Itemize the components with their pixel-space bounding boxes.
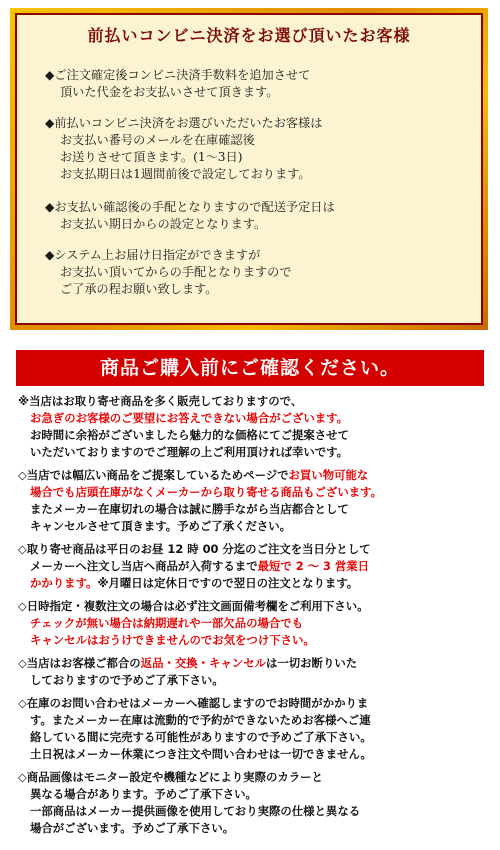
note-line (18, 501, 494, 518)
prepaid-notice-frame (10, 8, 488, 330)
note-line (18, 746, 494, 763)
note-text: キャンセルさせて頂きます。予めご了承ください。 (30, 519, 292, 533)
note-emphasis-text: かかります。 (30, 576, 98, 590)
note-emphasis-text: チェックが無い場合は納期遅れや一部欠品の場合でも (30, 616, 304, 630)
notice-line: ◆ご注文確定後コンビニ決済手数料を追加させて (45, 68, 311, 82)
notice-line: お支払い番号のメールを在庫確認後 (60, 133, 255, 147)
note-line (18, 558, 494, 575)
note-text: いただいておりますのでご理解の上ご利用頂ければ幸いです。 (30, 445, 349, 459)
note-text: 土日祝はメーカー休業につき注文や問い合わせは一切できません。 (30, 747, 372, 761)
purchase-notes-list (18, 393, 494, 843)
prepaid-notice-box (15, 13, 483, 325)
note-line (18, 632, 494, 649)
note-item (18, 541, 494, 592)
note-item (18, 769, 494, 837)
notice-line: ◆前払いコンビニ決済をお選びいただいたお客様は (45, 116, 323, 130)
note-text: ※月曜日は定休日ですので翌日の注文となります。 (97, 576, 359, 590)
notice-line: お支払い頂いてからの手配となりますので (60, 265, 292, 279)
note-line (18, 695, 494, 712)
notice-line: お支払い期日からの設定となります。 (60, 217, 267, 231)
note-item (18, 695, 494, 763)
notice-item (45, 199, 471, 233)
notice-item (45, 247, 471, 298)
note-text: は一切お断りいた (265, 656, 358, 670)
note-line (18, 541, 494, 558)
note-item (18, 467, 494, 535)
note-emphasis-text: 場合でも店頭在庫がなくメーカーから取り寄せる商品もございます。 (30, 485, 382, 499)
notice-item (45, 115, 471, 183)
note-line (18, 803, 494, 820)
note-line (18, 598, 494, 615)
note-line (18, 672, 494, 689)
note-line (18, 769, 494, 786)
note-emphasis-text: キャンセルはおうけできませんのでお気をつけ下さい。 (30, 633, 315, 647)
notice-line: 頂いた代金をお支払いさせて頂きます。 (60, 85, 279, 99)
notice-line: お支払期日は1週間前後で設定しております。 (60, 167, 311, 181)
notice-line: ご了承の程お願い致します。 (60, 282, 218, 296)
note-text: ◇当店では幅広い商品をご提案しているためページで (18, 468, 289, 482)
notice-line: ◆お支払い確認後の手配となりますので配送予定日は (45, 200, 335, 214)
note-text: ◇日時指定・複数注文の場合は必ず注文画面備考欄をご利用下さい。 (18, 599, 369, 613)
note-line (18, 484, 494, 501)
note-emphasis-text: 返品・交換・キャンセル (140, 656, 266, 670)
note-text: ※当店はお取り寄せ商品を多く販売しておりますので、 (18, 394, 303, 408)
note-line (18, 518, 494, 535)
note-item (18, 655, 494, 689)
notice-item (45, 67, 471, 101)
prepaid-notice-title: 前払いコンビニ決済をお選び頂いたお客様 (87, 26, 411, 45)
note-text: しておりますので予めご了承下さい。 (30, 673, 224, 687)
note-line (18, 712, 494, 729)
note-text: お時間に余裕がございましたら魅力的な価格にてご提案させて (30, 428, 349, 442)
notice-line: ◆システム上お届け日指定ができますが (45, 248, 261, 262)
confirm-before-purchase-banner: 商品ご購入前にご確認ください。 (16, 350, 484, 386)
note-line (18, 444, 494, 461)
note-line (18, 410, 494, 427)
note-line (18, 786, 494, 803)
note-line (18, 467, 494, 484)
notice-line: お送りさせて頂きます。(1～3日) (60, 150, 243, 164)
note-emphasis-text: 最短で 2 ～ 3 営業日 (257, 559, 370, 573)
prepaid-notice-list (45, 67, 471, 312)
note-text: ◇在庫のお問い合わせはメーカーへ確認しますのでお時間がかかりま (18, 696, 369, 710)
note-line (18, 427, 494, 444)
note-item (18, 393, 494, 461)
note-emphasis-text: お買い物可能な (288, 468, 369, 482)
note-line (18, 615, 494, 632)
note-line (18, 655, 494, 672)
note-line (18, 729, 494, 746)
note-text: またメーカー在庫切れの場合は誠に勝手ながら当店都合として (30, 502, 349, 516)
note-text: ◇取り寄せ商品は平日のお昼 12 時 00 分迄のご注文を当日分として (18, 542, 371, 556)
note-line (18, 575, 494, 592)
note-text: メーカーへ注文し当店へ商品が入荷するまで (30, 559, 258, 573)
note-text: 場合がございます。予めご了承下さい。 (30, 821, 235, 835)
note-line (18, 393, 494, 410)
note-text: す。またメーカー在庫は流動的で予約ができないためお客様へご連 (30, 713, 371, 727)
note-line (18, 820, 494, 837)
note-text: 一部商品はメーカー提供画像を使用しており実際の仕様と異なる (30, 804, 361, 818)
note-text: 異なる場合があります。予めご了承下さい。 (30, 787, 257, 801)
note-text: 絡している間に完売する可能性がありますので予めご了承下さい。 (30, 730, 372, 744)
note-text: ◇当店はお客様ご都合の (18, 656, 141, 670)
note-emphasis-text: お急ぎのお客様のご要望にお答えできない場合がございます。 (30, 411, 349, 425)
note-text: ◇商品画像はモニター設定や機種などにより実際のカラーと (18, 770, 323, 784)
note-item (18, 598, 494, 649)
